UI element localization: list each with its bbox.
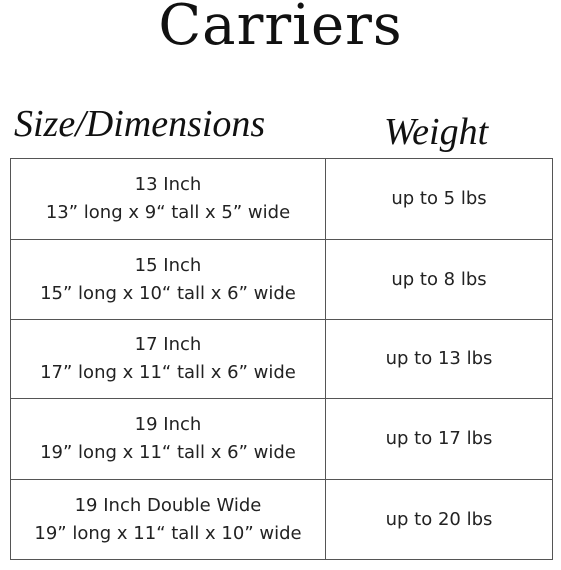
size-dimensions-header: Size/Dimensions: [14, 103, 266, 145]
weight-cell: up to 17 lbs: [326, 399, 553, 480]
table-row: [11, 159, 553, 240]
weight-header: Weight: [384, 111, 489, 153]
size-dimensions: 19” long x 11“ tall x 6” wide: [40, 442, 296, 463]
size-name: 13 Inch: [134, 174, 202, 195]
table-row: [11, 399, 553, 480]
size-cell: [11, 399, 326, 480]
weight-cell: up to 13 lbs: [326, 320, 553, 399]
table-row: [11, 480, 553, 560]
carriers-table: [10, 158, 553, 560]
size-name: 19 Inch: [134, 414, 202, 435]
size-dimensions: 19” long x 11“ tall x 10” wide: [34, 522, 302, 544]
weight-cell: up to 20 lbs: [326, 480, 553, 560]
size-dimensions: 17” long x 11“ tall x 6” wide: [40, 362, 296, 383]
size-cell: [11, 320, 326, 399]
page-title: Carriers: [158, 0, 403, 58]
size-name: 19 Inch Double Wide: [74, 494, 262, 516]
weight-cell: up to 5 lbs: [326, 159, 553, 240]
weight-cell: up to 8 lbs: [326, 240, 553, 320]
table-row: [11, 320, 553, 399]
size-dimensions: 15” long x 10“ tall x 6” wide: [40, 282, 296, 304]
size-cell: [11, 159, 326, 240]
size-name: 17 Inch: [134, 334, 202, 355]
table-row: [11, 240, 553, 320]
size-cell: [11, 480, 326, 560]
size-cell: [11, 240, 326, 320]
size-name: 15 Inch: [134, 254, 202, 276]
size-dimensions: 13” long x 9“ tall x 5” wide: [45, 202, 291, 223]
